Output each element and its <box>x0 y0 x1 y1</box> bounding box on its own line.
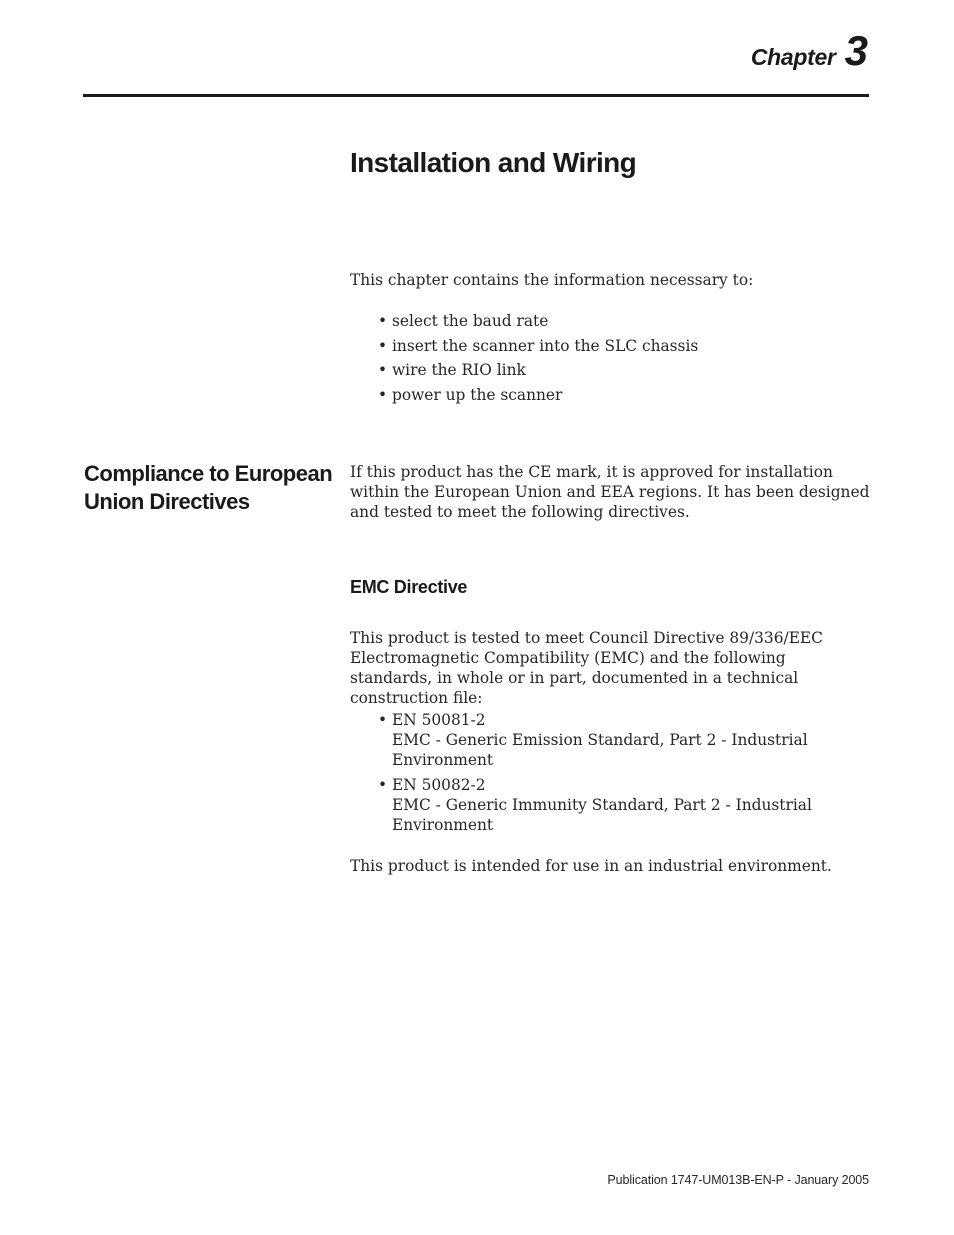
chapter-number: 3 <box>844 27 868 74</box>
list-item: • select the baud rate <box>378 311 858 336</box>
section-heading-emc: EMC Directive <box>350 577 468 597</box>
list-item: • power up the scanner <box>378 385 858 410</box>
standard-code: • EN 50082-2 <box>392 776 486 794</box>
compliance-text: If this product has the CE mark, it is approved for installation within the European Union and EEA regions. It has been designed and tested to meet the following directives. <box>350 463 870 521</box>
emc-text: This product is tested to meet Council Directive 89/336/EEC Electromagnetic Compatibility (EMC) and the following standards, in whole or in part, documented in a technical construction file: <box>350 629 823 707</box>
chapter-label: Chapter <box>750 44 836 70</box>
chapter-title: Installation and Wiring <box>350 147 637 178</box>
intro-list <box>378 311 858 410</box>
standard-description: EMC - Generic Immunity Standard, Part 2 - Industrial Environment <box>392 796 812 834</box>
chapter-header <box>750 27 868 74</box>
standard-code: • EN 50081-2 <box>392 711 486 729</box>
list-item: • wire the RIO link <box>378 360 858 385</box>
publication-footer: Publication 1747-UM013B-EN-P - January 2005 <box>607 1173 869 1187</box>
list-item: • insert the scanner into the SLC chassis <box>378 336 858 361</box>
emc-closing-text: This product is intended for use in an industrial environment. <box>350 857 832 875</box>
standard-description: EMC - Generic Emission Standard, Part 2 - Industrial Environment <box>392 731 808 769</box>
list-item <box>378 775 848 835</box>
intro-text: This chapter contains the information necessary to: <box>350 271 754 289</box>
section-heading-compliance: Compliance to European Union Directives <box>84 461 333 514</box>
list-item <box>378 710 848 770</box>
header-rule <box>83 94 869 97</box>
emc-standards-list <box>378 710 848 840</box>
